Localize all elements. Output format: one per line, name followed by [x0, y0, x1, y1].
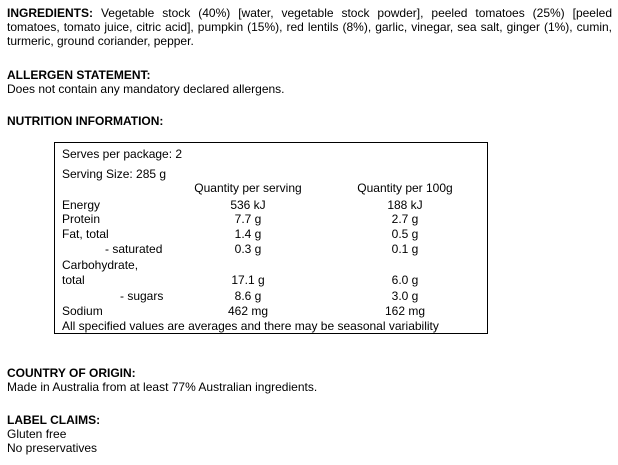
row-label-sugars: - sugars [120, 289, 164, 303]
origin-heading: COUNTRY OF ORIGIN: [7, 366, 136, 380]
row-100g-sugars: 3.0 g [391, 289, 419, 303]
row-100g-carb-total: 6.0 g [391, 273, 419, 287]
row-serving-saturated: 0.3 g [234, 242, 262, 256]
claims-section [7, 413, 612, 455]
row-100g-fat: 0.5 g [391, 227, 419, 241]
row-serving-sodium: 462 mg [227, 304, 269, 318]
ingredients-section [7, 6, 612, 48]
serving-size: Serving Size: 285 g [62, 167, 167, 181]
col-header-100g: Quantity per 100g [357, 181, 453, 195]
allergen-text: Does not contain any mandatory declared allergens. [7, 82, 285, 96]
nutrition-footnote: All specified values are averages and there may be seasonal variability [62, 319, 439, 333]
row-label-carb-total: total [62, 273, 85, 287]
row-label-energy: Energy [62, 198, 101, 212]
row-label-saturated: - saturated [105, 242, 163, 256]
row-100g-protein: 2.7 g [391, 212, 419, 226]
row-serving-protein: 7.7 g [234, 212, 262, 226]
ingredients-text: Vegetable stock (40%) [water, vegetable stock powder], peeled tomatoes (25%) [peeled tomatoes, tomato juice, citric acid], pumpkin (15%), red lentils (8%), garlic, vinegar, sea salt, ginger (1%), cumin, turmeric, ground coriander, pepper. [7, 6, 612, 48]
nutrition-heading: NUTRITION INFORMATION: [7, 114, 164, 128]
row-100g-sodium: 162 mg [384, 304, 426, 318]
row-label-protein: Protein [62, 212, 101, 226]
col-header-serving: Quantity per serving [194, 181, 302, 195]
row-label-carbohydrate: Carbohydrate, [62, 258, 139, 272]
origin-section [7, 366, 612, 394]
claims-heading: LABEL CLAIMS: [7, 413, 101, 427]
row-serving-fat: 1.4 g [234, 227, 262, 241]
serves-per-package: Serves per package: 2 [62, 147, 183, 161]
claim-no-preservatives: No preservatives [7, 441, 98, 455]
origin-text: Made in Australia from at least 77% Australian ingredients. [7, 380, 318, 394]
claim-gluten-free: Gluten free [7, 427, 67, 441]
row-serving-energy: 536 kJ [230, 198, 266, 212]
row-label-sodium: Sodium [62, 304, 103, 318]
allergen-section [7, 68, 612, 96]
allergen-heading: ALLERGEN STATEMENT: [7, 68, 151, 82]
row-100g-energy: 188 kJ [387, 198, 423, 212]
nutrition-panel [54, 142, 488, 334]
ingredients-paragraph [7, 6, 612, 48]
row-serving-carb-total: 17.1 g [231, 273, 265, 287]
ingredients-heading: INGREDIENTS: [7, 6, 94, 20]
row-100g-saturated: 0.1 g [391, 242, 419, 256]
row-label-fat: Fat, total [62, 227, 109, 241]
row-serving-sugars: 8.6 g [234, 289, 262, 303]
